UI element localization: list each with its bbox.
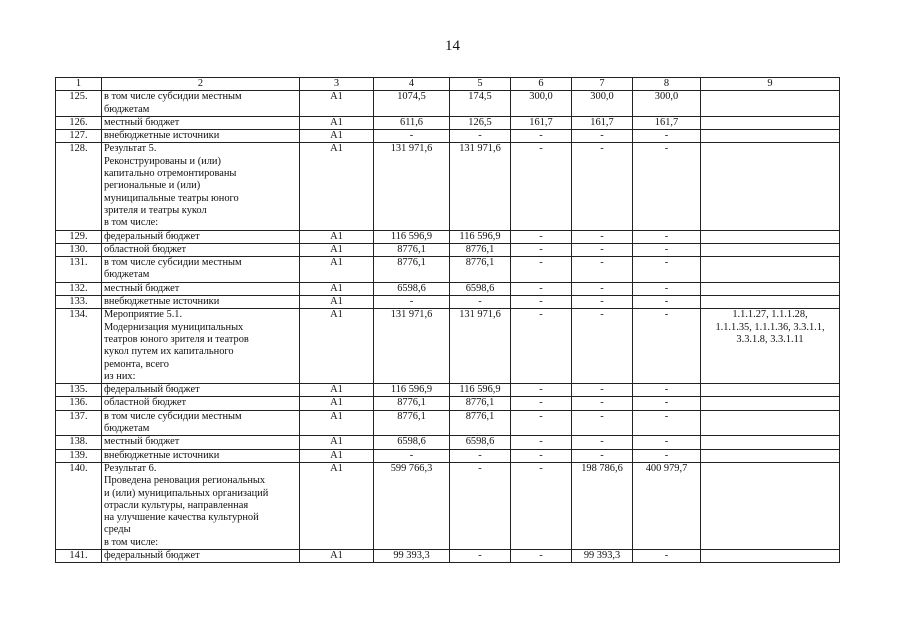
value-cell-col5: 8776,1 bbox=[450, 410, 511, 436]
value-cell-col6: - bbox=[511, 230, 572, 243]
value-cell-col6: - bbox=[511, 257, 572, 283]
row-number-cell: 126. bbox=[56, 116, 102, 129]
value-cell-col7: - bbox=[572, 410, 633, 436]
value-cell-col4: 611,6 bbox=[374, 116, 450, 129]
table-row bbox=[56, 116, 840, 129]
value-cell-col7: - bbox=[572, 384, 633, 397]
value-cell-col4: 8776,1 bbox=[374, 243, 450, 256]
value-cell-col8: - bbox=[633, 282, 701, 295]
value-cell-col5: 8776,1 bbox=[450, 243, 511, 256]
value-cell-col6: - bbox=[511, 397, 572, 410]
budget-table bbox=[55, 77, 840, 563]
column-header: 3 bbox=[300, 78, 374, 91]
indicator-codes-cell bbox=[701, 296, 840, 309]
value-cell-col8: 300,0 bbox=[633, 91, 701, 117]
row-number-cell: 136. bbox=[56, 397, 102, 410]
column-header: 4 bbox=[374, 78, 450, 91]
value-cell-col5: 8776,1 bbox=[450, 397, 511, 410]
indicator-codes-cell bbox=[701, 384, 840, 397]
value-cell-col7: 99 393,3 bbox=[572, 549, 633, 562]
row-number-cell: 125. bbox=[56, 91, 102, 117]
row-number-cell: 130. bbox=[56, 243, 102, 256]
code-cell: А1 bbox=[300, 549, 374, 562]
code-cell: А1 bbox=[300, 309, 374, 384]
value-cell-col6: - bbox=[511, 309, 572, 384]
indicator-codes-cell bbox=[701, 549, 840, 562]
code-cell: А1 bbox=[300, 91, 374, 117]
value-cell-col5: - bbox=[450, 130, 511, 143]
code-cell: А1 bbox=[300, 230, 374, 243]
value-cell-col5: - bbox=[450, 296, 511, 309]
code-cell: А1 bbox=[300, 410, 374, 436]
value-cell-col5: 174,5 bbox=[450, 91, 511, 117]
column-header: 8 bbox=[633, 78, 701, 91]
value-cell-col5: 8776,1 bbox=[450, 257, 511, 283]
table-row bbox=[56, 282, 840, 295]
value-cell-col4: 116 596,9 bbox=[374, 384, 450, 397]
value-cell-col8: - bbox=[633, 449, 701, 462]
description-cell: в том числе субсидии местным бюджетам bbox=[102, 410, 300, 436]
code-cell: А1 bbox=[300, 384, 374, 397]
value-cell-col4: 131 971,6 bbox=[374, 309, 450, 384]
column-header: 2 bbox=[102, 78, 300, 91]
table-row bbox=[56, 130, 840, 143]
row-number-cell: 131. bbox=[56, 257, 102, 283]
code-cell: А1 bbox=[300, 116, 374, 129]
indicator-codes-cell bbox=[701, 397, 840, 410]
value-cell-col8: - bbox=[633, 309, 701, 384]
table-row bbox=[56, 296, 840, 309]
value-cell-col5: - bbox=[450, 549, 511, 562]
value-cell-col7: - bbox=[572, 309, 633, 384]
value-cell-col5: 131 971,6 bbox=[450, 309, 511, 384]
value-cell-col6: - bbox=[511, 410, 572, 436]
value-cell-col7: - bbox=[572, 449, 633, 462]
value-cell-col8: - bbox=[633, 130, 701, 143]
table-row bbox=[56, 449, 840, 462]
table-row bbox=[56, 549, 840, 562]
value-cell-col4: 99 393,3 bbox=[374, 549, 450, 562]
description-cell: федеральный бюджет bbox=[102, 384, 300, 397]
value-cell-col6: - bbox=[511, 462, 572, 549]
value-cell-col8: - bbox=[633, 549, 701, 562]
row-number-cell: 138. bbox=[56, 436, 102, 449]
table-row bbox=[56, 397, 840, 410]
table-row bbox=[56, 243, 840, 256]
description-cell: Мероприятие 5.1. Модернизация муниципальных театров юного зрителя и театров кукол путем их капитального ремонта, всего из них: bbox=[102, 309, 300, 384]
column-header: 7 bbox=[572, 78, 633, 91]
indicator-codes-cell bbox=[701, 257, 840, 283]
value-cell-col8: - bbox=[633, 436, 701, 449]
indicator-codes-cell bbox=[701, 436, 840, 449]
description-cell: федеральный бюджет bbox=[102, 549, 300, 562]
row-number-cell: 141. bbox=[56, 549, 102, 562]
value-cell-col7: 161,7 bbox=[572, 116, 633, 129]
value-cell-col4: - bbox=[374, 130, 450, 143]
code-cell: А1 bbox=[300, 243, 374, 256]
row-number-cell: 133. bbox=[56, 296, 102, 309]
value-cell-col8: - bbox=[633, 384, 701, 397]
indicator-codes-cell bbox=[701, 282, 840, 295]
description-cell: федеральный бюджет bbox=[102, 230, 300, 243]
table-row bbox=[56, 257, 840, 283]
value-cell-col4: 6598,6 bbox=[374, 282, 450, 295]
indicator-codes-cell bbox=[701, 116, 840, 129]
value-cell-col5: 6598,6 bbox=[450, 282, 511, 295]
row-number-cell: 127. bbox=[56, 130, 102, 143]
value-cell-col4: - bbox=[374, 449, 450, 462]
value-cell-col6: - bbox=[511, 549, 572, 562]
description-cell: в том числе субсидии местным бюджетам bbox=[102, 257, 300, 283]
value-cell-col4: 8776,1 bbox=[374, 257, 450, 283]
table-header-row bbox=[56, 78, 840, 91]
indicator-codes-cell bbox=[701, 91, 840, 117]
value-cell-col7: - bbox=[572, 230, 633, 243]
code-cell: А1 bbox=[300, 296, 374, 309]
value-cell-col5: - bbox=[450, 462, 511, 549]
value-cell-col7: - bbox=[572, 143, 633, 230]
code-cell: А1 bbox=[300, 130, 374, 143]
value-cell-col7: - bbox=[572, 243, 633, 256]
table-row bbox=[56, 143, 840, 230]
description-cell: внебюджетные источники bbox=[102, 449, 300, 462]
row-number-cell: 140. bbox=[56, 462, 102, 549]
value-cell-col5: - bbox=[450, 449, 511, 462]
value-cell-col5: 131 971,6 bbox=[450, 143, 511, 230]
value-cell-col8: - bbox=[633, 257, 701, 283]
row-number-cell: 139. bbox=[56, 449, 102, 462]
value-cell-col8: 161,7 bbox=[633, 116, 701, 129]
description-cell: Результат 5. Реконструированы и (или) капитально отремонтированы региональные и (или) муниципальные театры юного зрителя и театры кукол в том числе: bbox=[102, 143, 300, 230]
value-cell-col7: - bbox=[572, 296, 633, 309]
table-row bbox=[56, 309, 840, 384]
row-number-cell: 135. bbox=[56, 384, 102, 397]
value-cell-col8: - bbox=[633, 410, 701, 436]
table-row bbox=[56, 91, 840, 117]
code-cell: А1 bbox=[300, 282, 374, 295]
code-cell: А1 bbox=[300, 397, 374, 410]
value-cell-col7: - bbox=[572, 436, 633, 449]
value-cell-col6: - bbox=[511, 243, 572, 256]
value-cell-col7: - bbox=[572, 397, 633, 410]
value-cell-col7: 198 786,6 bbox=[572, 462, 633, 549]
indicator-codes-cell bbox=[701, 143, 840, 230]
indicator-codes-cell bbox=[701, 410, 840, 436]
page-number: 14 bbox=[445, 38, 460, 54]
value-cell-col7: - bbox=[572, 257, 633, 283]
code-cell: А1 bbox=[300, 257, 374, 283]
column-header: 6 bbox=[511, 78, 572, 91]
indicator-codes-cell bbox=[701, 230, 840, 243]
indicator-codes-cell bbox=[701, 243, 840, 256]
row-number-cell: 129. bbox=[56, 230, 102, 243]
indicator-codes-cell bbox=[701, 130, 840, 143]
description-cell: внебюджетные источники bbox=[102, 296, 300, 309]
column-header: 9 bbox=[701, 78, 840, 91]
value-cell-col6: - bbox=[511, 143, 572, 230]
value-cell-col6: - bbox=[511, 449, 572, 462]
value-cell-col6: 300,0 bbox=[511, 91, 572, 117]
code-cell: А1 bbox=[300, 462, 374, 549]
value-cell-col8: - bbox=[633, 143, 701, 230]
indicator-codes-cell bbox=[701, 462, 840, 549]
value-cell-col5: 116 596,9 bbox=[450, 384, 511, 397]
row-number-cell: 134. bbox=[56, 309, 102, 384]
value-cell-col5: 6598,6 bbox=[450, 436, 511, 449]
value-cell-col8: - bbox=[633, 296, 701, 309]
column-header: 5 bbox=[450, 78, 511, 91]
value-cell-col7: 300,0 bbox=[572, 91, 633, 117]
description-cell: местный бюджет bbox=[102, 436, 300, 449]
column-header: 1 bbox=[56, 78, 102, 91]
description-cell: местный бюджет bbox=[102, 282, 300, 295]
value-cell-col4: 8776,1 bbox=[374, 410, 450, 436]
value-cell-col6: - bbox=[511, 296, 572, 309]
description-cell: местный бюджет bbox=[102, 116, 300, 129]
value-cell-col6: 161,7 bbox=[511, 116, 572, 129]
value-cell-col6: - bbox=[511, 384, 572, 397]
value-cell-col8: - bbox=[633, 230, 701, 243]
value-cell-col4: 8776,1 bbox=[374, 397, 450, 410]
value-cell-col4: 116 596,9 bbox=[374, 230, 450, 243]
row-number-cell: 132. bbox=[56, 282, 102, 295]
value-cell-col6: - bbox=[511, 436, 572, 449]
table-row bbox=[56, 410, 840, 436]
value-cell-col4: 6598,6 bbox=[374, 436, 450, 449]
table-row bbox=[56, 230, 840, 243]
value-cell-col5: 116 596,9 bbox=[450, 230, 511, 243]
description-cell: областной бюджет bbox=[102, 397, 300, 410]
value-cell-col6: - bbox=[511, 282, 572, 295]
value-cell-col4: - bbox=[374, 296, 450, 309]
value-cell-col5: 126,5 bbox=[450, 116, 511, 129]
value-cell-col4: 599 766,3 bbox=[374, 462, 450, 549]
code-cell: А1 bbox=[300, 436, 374, 449]
value-cell-col8: 400 979,7 bbox=[633, 462, 701, 549]
description-cell: в том числе субсидии местным бюджетам bbox=[102, 91, 300, 117]
code-cell: А1 bbox=[300, 449, 374, 462]
value-cell-col8: - bbox=[633, 397, 701, 410]
indicator-codes-cell bbox=[701, 449, 840, 462]
row-number-cell: 128. bbox=[56, 143, 102, 230]
indicator-codes-cell: 1.1.1.27, 1.1.1.28, 1.1.1.35, 1.1.1.36, 3.3.1.1, 3.3.1.8, 3.3.1.11 bbox=[701, 309, 840, 384]
description-cell: областной бюджет bbox=[102, 243, 300, 256]
row-number-cell: 137. bbox=[56, 410, 102, 436]
value-cell-col4: 1074,5 bbox=[374, 91, 450, 117]
code-cell: А1 bbox=[300, 143, 374, 230]
value-cell-col7: - bbox=[572, 282, 633, 295]
description-cell: внебюджетные источники bbox=[102, 130, 300, 143]
table-row bbox=[56, 436, 840, 449]
value-cell-col6: - bbox=[511, 130, 572, 143]
value-cell-col4: 131 971,6 bbox=[374, 143, 450, 230]
table-row bbox=[56, 462, 840, 549]
description-cell: Результат 6. Проведена реновация региональных и (или) муниципальных организаций отрасли культуры, направленная на улучшение качества культурной среды в том числе: bbox=[102, 462, 300, 549]
value-cell-col7: - bbox=[572, 130, 633, 143]
table-row bbox=[56, 384, 840, 397]
value-cell-col8: - bbox=[633, 243, 701, 256]
